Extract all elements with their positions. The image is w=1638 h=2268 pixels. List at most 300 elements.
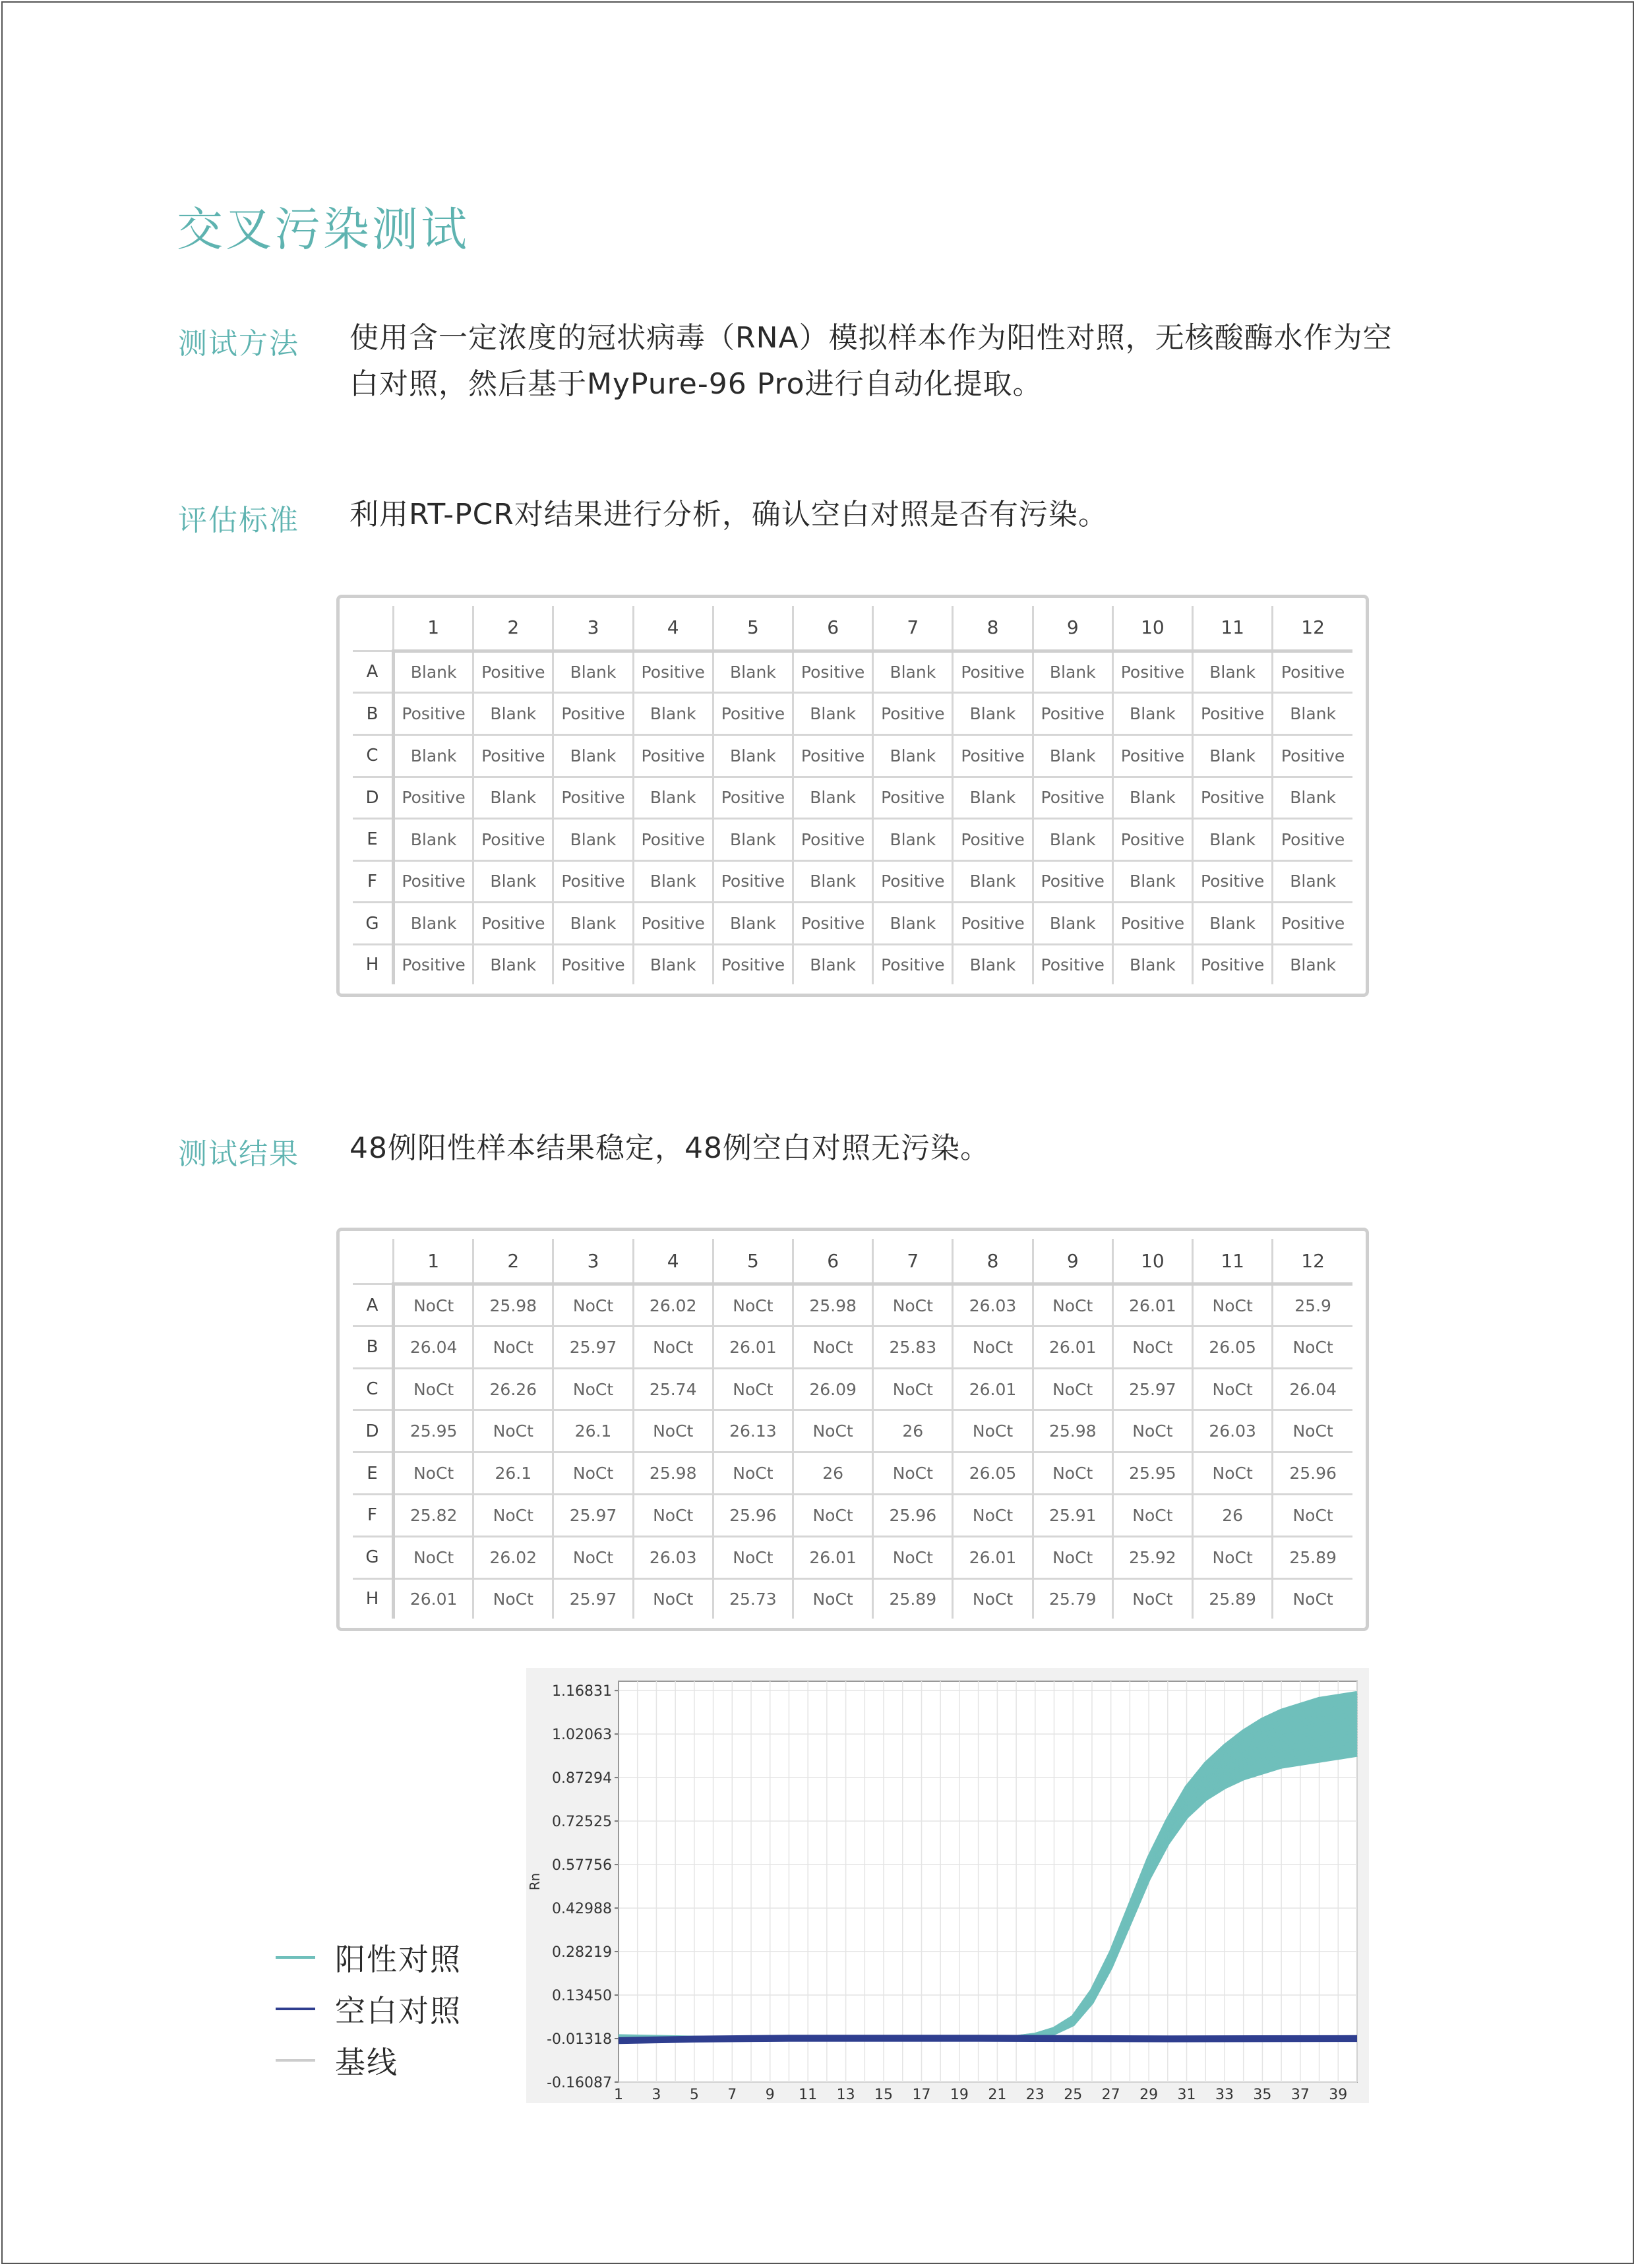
layout-col-header: 4 — [633, 606, 713, 651]
x-tick-label: 19 — [950, 2087, 969, 2103]
layout-cell: Positive — [1112, 651, 1192, 693]
layout-cell: Positive — [873, 777, 953, 819]
layout-row — [353, 777, 1352, 819]
layout-cell: Blank — [1112, 693, 1192, 735]
result-row-header: F — [353, 1495, 394, 1537]
layout-cell: Blank — [1033, 819, 1112, 861]
result-cell: NoCt — [793, 1410, 873, 1452]
result-cell: 26.01 — [1033, 1326, 1112, 1368]
x-tick-label: 37 — [1290, 2087, 1310, 2103]
result-cell: NoCt — [394, 1536, 473, 1578]
result-cell: 25.96 — [713, 1495, 793, 1537]
result-cell: 26 — [873, 1410, 953, 1452]
layout-cell: Blank — [473, 860, 553, 903]
x-tick-label: 5 — [689, 2087, 699, 2103]
result-row-header: G — [353, 1536, 394, 1578]
result-cell: 26.26 — [473, 1368, 553, 1410]
layout-cell: Blank — [953, 777, 1033, 819]
result-cell: NoCt — [713, 1536, 793, 1578]
layout-cell: Positive — [1033, 944, 1112, 984]
layout-cell: Blank — [713, 819, 793, 861]
x-tick-label: 1 — [614, 2087, 623, 2103]
results-label: 测试结果 — [178, 1137, 299, 1171]
result-row — [353, 1495, 1352, 1537]
result-cell: 25.96 — [873, 1495, 953, 1537]
result-cell: 26.03 — [633, 1536, 713, 1578]
layout-cell: Positive — [873, 860, 953, 903]
result-col-header: 8 — [953, 1239, 1033, 1284]
x-tick-label: 17 — [912, 2087, 931, 2103]
result-row — [353, 1452, 1352, 1495]
criteria-label: 评估标准 — [178, 504, 299, 537]
layout-cell: Positive — [1033, 860, 1112, 903]
layout-cell: Blank — [473, 777, 553, 819]
x-tick-label: 23 — [1025, 2087, 1045, 2103]
layout-cell: Positive — [633, 819, 713, 861]
result-row — [353, 1578, 1352, 1619]
layout-row-header: D — [353, 777, 394, 819]
result-cell: NoCt — [793, 1495, 873, 1537]
x-tick-label: 11 — [799, 2087, 818, 2103]
x-tick-label: 31 — [1177, 2087, 1196, 2103]
result-cell: 25.89 — [1273, 1536, 1352, 1578]
y-tick-label: -0.16087 — [547, 2075, 612, 2091]
layout-row-header: C — [353, 735, 394, 777]
layout-cell: Positive — [713, 860, 793, 903]
layout-cell: Blank — [873, 651, 953, 693]
layout-cell: Blank — [553, 903, 633, 945]
layout-cell: Positive — [394, 777, 473, 819]
layout-cell: Positive — [553, 777, 633, 819]
result-cell: NoCt — [713, 1452, 793, 1495]
layout-cell: Blank — [473, 693, 553, 735]
legend-label-blank: 空白对照 — [335, 1993, 462, 2029]
y-tick-label: -0.01318 — [547, 2031, 612, 2048]
result-cell: NoCt — [713, 1368, 793, 1410]
layout-cell: Blank — [1112, 777, 1192, 819]
layout-cell: Blank — [394, 735, 473, 777]
criteria-text: 利用RT-PCR对结果进行分析，确认空白对照是否有污染。 — [349, 498, 1108, 531]
layout-col-header: 1 — [394, 606, 473, 651]
layout-cell: Positive — [873, 693, 953, 735]
layout-cell: Positive — [1273, 819, 1352, 861]
layout-cell: Positive — [1193, 860, 1273, 903]
result-cell: NoCt — [953, 1495, 1033, 1537]
result-cell: NoCt — [394, 1368, 473, 1410]
x-tick-label: 27 — [1101, 2087, 1120, 2103]
result-col-header: 9 — [1033, 1239, 1112, 1284]
x-tick-label: 33 — [1215, 2087, 1234, 2103]
result-cell: NoCt — [873, 1368, 953, 1410]
result-cell: 25.97 — [553, 1578, 633, 1619]
layout-col-header: 6 — [793, 606, 873, 651]
result-cell: NoCt — [1193, 1284, 1273, 1327]
layout-cell: Blank — [713, 651, 793, 693]
result-cell: NoCt — [873, 1536, 953, 1578]
layout-col-header: 12 — [1273, 606, 1352, 651]
result-cell: NoCt — [553, 1536, 633, 1578]
layout-col-header: 11 — [1193, 606, 1273, 651]
result-row — [353, 1536, 1352, 1578]
layout-cell: Positive — [633, 651, 713, 693]
layout-cell: Positive — [1193, 777, 1273, 819]
result-cell: NoCt — [553, 1368, 633, 1410]
layout-cell: Blank — [1193, 735, 1273, 777]
layout-col-header: 9 — [1033, 606, 1112, 651]
layout-row — [353, 735, 1352, 777]
layout-cell: Positive — [793, 903, 873, 945]
layout-cell: Blank — [873, 903, 953, 945]
layout-cell: Blank — [793, 944, 873, 984]
result-cell: 25.97 — [553, 1495, 633, 1537]
result-col-header: 12 — [1273, 1239, 1352, 1284]
layout-cell: Blank — [1033, 651, 1112, 693]
result-cell: 26.01 — [394, 1578, 473, 1619]
y-tick-label: 0.57756 — [552, 1857, 612, 1874]
y-axis-label: Rn — [527, 1872, 543, 1891]
layout-cell: Positive — [713, 693, 793, 735]
result-row — [353, 1410, 1352, 1452]
result-col-header: 10 — [1112, 1239, 1192, 1284]
result-cell: NoCt — [1112, 1410, 1192, 1452]
layout-cell: Positive — [473, 903, 553, 945]
result-cell: 25.9 — [1273, 1284, 1352, 1327]
result-cell: 25.95 — [394, 1410, 473, 1452]
result-cell: 25.96 — [1273, 1452, 1352, 1495]
layout-cell: Positive — [793, 819, 873, 861]
result-cell: NoCt — [793, 1326, 873, 1368]
result-row — [353, 1368, 1352, 1410]
layout-cell: Positive — [473, 819, 553, 861]
layout-cell: Blank — [953, 860, 1033, 903]
result-cell: 26.01 — [953, 1536, 1033, 1578]
chart-legend — [276, 1932, 462, 2086]
result-cell: NoCt — [633, 1578, 713, 1619]
result-cell: NoCt — [713, 1284, 793, 1327]
legend-item-positive — [276, 1932, 462, 1983]
layout-cell: Blank — [793, 693, 873, 735]
result-cell: 26.05 — [953, 1452, 1033, 1495]
result-cell: NoCt — [553, 1452, 633, 1495]
layout-cell: Blank — [633, 860, 713, 903]
amplification-chart-svg — [526, 1668, 1369, 2103]
result-cell: 26.03 — [953, 1284, 1033, 1327]
plate-layout-grid — [353, 606, 1352, 984]
layout-cell: Blank — [1193, 903, 1273, 945]
layout-cell: Positive — [873, 944, 953, 984]
result-cell: 25.91 — [1033, 1495, 1112, 1537]
layout-cell: Positive — [793, 735, 873, 777]
result-col-header: 5 — [713, 1239, 793, 1284]
layout-cell: Positive — [1193, 944, 1273, 984]
y-tick-label: 0.13450 — [552, 1988, 612, 2005]
result-row-header: B — [353, 1326, 394, 1368]
layout-cell: Blank — [953, 944, 1033, 984]
layout-cell: Positive — [394, 693, 473, 735]
results-text: 48例阳性样本结果稳定，48例空白对照无污染。 — [349, 1131, 990, 1165]
method-text-line1: 使用含一定浓度的冠状病毒（RNA）模拟样本作为阳性对照，无核酸酶水作为空 — [349, 321, 1393, 355]
result-cell: NoCt — [1112, 1326, 1192, 1368]
result-corner — [353, 1239, 394, 1284]
result-col-header: 1 — [394, 1239, 473, 1284]
amplification-chart — [526, 1668, 1369, 2103]
y-tick-label: 0.28219 — [552, 1944, 612, 1961]
result-cell: 26.01 — [1112, 1284, 1192, 1327]
y-tick-label: 0.42988 — [552, 1901, 612, 1918]
result-cell: 26 — [1193, 1495, 1273, 1537]
layout-cell: Blank — [793, 860, 873, 903]
result-cell: NoCt — [953, 1578, 1033, 1619]
x-tick-label: 21 — [988, 2087, 1007, 2103]
layout-cell: Blank — [473, 944, 553, 984]
result-cell: 26.1 — [553, 1410, 633, 1452]
result-cell: NoCt — [1273, 1495, 1352, 1537]
layout-cell: Positive — [473, 651, 553, 693]
result-cell: NoCt — [633, 1495, 713, 1537]
result-cell: 25.73 — [713, 1578, 793, 1619]
layout-cell: Blank — [713, 903, 793, 945]
layout-col-header: 7 — [873, 606, 953, 651]
plate-results-table — [336, 1228, 1369, 1631]
result-col-header: 6 — [793, 1239, 873, 1284]
result-col-header: 2 — [473, 1239, 553, 1284]
result-cell: NoCt — [394, 1284, 473, 1327]
result-col-header: 3 — [553, 1239, 633, 1284]
layout-cell: Positive — [953, 735, 1033, 777]
result-row — [353, 1326, 1352, 1368]
result-cell: 26 — [793, 1452, 873, 1495]
layout-cell: Positive — [713, 944, 793, 984]
legend-line-positive — [276, 1956, 315, 1959]
result-cell: NoCt — [1112, 1578, 1192, 1619]
result-cell: NoCt — [1273, 1578, 1352, 1619]
layout-cell: Blank — [633, 693, 713, 735]
layout-cell: Blank — [553, 651, 633, 693]
layout-row-header: E — [353, 819, 394, 861]
result-cell: NoCt — [1193, 1536, 1273, 1578]
y-tick-label: 0.72525 — [552, 1814, 612, 1831]
result-col-header: 7 — [873, 1239, 953, 1284]
result-cell: NoCt — [473, 1410, 553, 1452]
result-row-header: D — [353, 1410, 394, 1452]
x-tick-label: 29 — [1139, 2087, 1159, 2103]
result-cell: 26.01 — [953, 1368, 1033, 1410]
layout-cell: Positive — [1033, 693, 1112, 735]
layout-cell: Blank — [1112, 944, 1192, 984]
result-cell: 26.13 — [713, 1410, 793, 1452]
plate-results-grid — [353, 1239, 1352, 1619]
layout-cell: Blank — [633, 944, 713, 984]
layout-cell: Blank — [1273, 944, 1352, 984]
result-cell: 25.79 — [1033, 1578, 1112, 1619]
layout-cell: Blank — [713, 735, 793, 777]
layout-row-header: A — [353, 651, 394, 693]
layout-cell: Blank — [1273, 860, 1352, 903]
layout-cell: Positive — [1273, 903, 1352, 945]
result-cell: NoCt — [873, 1284, 953, 1327]
layout-cell: Blank — [394, 819, 473, 861]
layout-cell: Positive — [553, 693, 633, 735]
result-cell: NoCt — [1112, 1495, 1192, 1537]
layout-col-header: 8 — [953, 606, 1033, 651]
layout-cell: Blank — [953, 693, 1033, 735]
layout-cell: Blank — [1112, 860, 1192, 903]
result-cell: NoCt — [553, 1284, 633, 1327]
result-cell: NoCt — [473, 1495, 553, 1537]
layout-col-header: 10 — [1112, 606, 1192, 651]
x-tick-label: 3 — [652, 2087, 661, 2103]
layout-cell: Positive — [633, 903, 713, 945]
layout-cell: Positive — [553, 860, 633, 903]
layout-cell: Blank — [394, 903, 473, 945]
layout-cell: Positive — [394, 944, 473, 984]
layout-cell: Positive — [793, 651, 873, 693]
layout-row — [353, 819, 1352, 861]
result-cell: 26.05 — [1193, 1326, 1273, 1368]
layout-col-header: 3 — [553, 606, 633, 651]
result-cell: NoCt — [394, 1452, 473, 1495]
legend-line-baseline — [276, 2059, 315, 2062]
method-label: 测试方法 — [178, 327, 299, 361]
result-cell: 26.04 — [394, 1326, 473, 1368]
layout-cell: Blank — [1273, 777, 1352, 819]
legend-label-baseline: 基线 — [335, 2044, 398, 2080]
result-cell: NoCt — [793, 1578, 873, 1619]
layout-cell: Positive — [633, 735, 713, 777]
layout-cell: Blank — [553, 735, 633, 777]
result-row — [353, 1284, 1352, 1327]
result-cell: NoCt — [1273, 1410, 1352, 1452]
legend-item-baseline — [276, 2035, 462, 2086]
result-cell: 25.98 — [1033, 1410, 1112, 1452]
layout-row — [353, 903, 1352, 945]
layout-col-header: 5 — [713, 606, 793, 651]
result-cell: NoCt — [1033, 1536, 1112, 1578]
layout-cell: Positive — [953, 819, 1033, 861]
result-cell: 26.04 — [1273, 1368, 1352, 1410]
y-tick-label: 0.87294 — [552, 1770, 612, 1787]
method-text — [349, 315, 1393, 407]
layout-row — [353, 944, 1352, 984]
result-cell: NoCt — [953, 1326, 1033, 1368]
layout-row — [353, 693, 1352, 735]
result-cell: NoCt — [873, 1452, 953, 1495]
layout-cell: Positive — [553, 944, 633, 984]
layout-col-header: 2 — [473, 606, 553, 651]
result-cell: 25.74 — [633, 1368, 713, 1410]
layout-cell: Positive — [1273, 735, 1352, 777]
layout-row — [353, 651, 1352, 693]
layout-cell: Positive — [1273, 651, 1352, 693]
result-cell: 25.97 — [1112, 1368, 1192, 1410]
y-tick-label: 1.16831 — [552, 1683, 612, 1700]
result-row-header: C — [353, 1368, 394, 1410]
result-cell: 25.98 — [473, 1284, 553, 1327]
layout-cell: Positive — [713, 777, 793, 819]
result-cell: 25.89 — [1193, 1578, 1273, 1619]
result-cell: NoCt — [633, 1326, 713, 1368]
result-cell: 25.92 — [1112, 1536, 1192, 1578]
result-cell: 26.01 — [793, 1536, 873, 1578]
layout-row — [353, 860, 1352, 903]
result-cell: 25.98 — [633, 1452, 713, 1495]
result-cell: NoCt — [1033, 1368, 1112, 1410]
layout-cell: Positive — [1112, 819, 1192, 861]
result-cell: 25.95 — [1112, 1452, 1192, 1495]
x-tick-label: 25 — [1064, 2087, 1083, 2103]
plate-layout-table — [336, 595, 1369, 997]
layout-cell: Positive — [1112, 735, 1192, 777]
x-tick-label: 35 — [1253, 2087, 1272, 2103]
layout-cell: Blank — [553, 819, 633, 861]
layout-cell: Blank — [633, 777, 713, 819]
x-tick-label: 7 — [727, 2087, 737, 2103]
legend-label-positive: 阳性对照 — [335, 1942, 462, 1977]
layout-cell: Positive — [394, 860, 473, 903]
layout-cell: Positive — [1033, 777, 1112, 819]
result-cell: 25.89 — [873, 1578, 953, 1619]
result-row-header: A — [353, 1284, 394, 1327]
layout-cell: Positive — [1193, 693, 1273, 735]
result-cell: NoCt — [1193, 1368, 1273, 1410]
layout-cell: Blank — [1193, 651, 1273, 693]
layout-cell: Blank — [394, 651, 473, 693]
layout-cell: Blank — [1273, 693, 1352, 735]
x-tick-label: 39 — [1329, 2087, 1348, 2103]
layout-cell: Blank — [1033, 735, 1112, 777]
result-cell: 25.82 — [394, 1495, 473, 1537]
page-title: 交叉污染测试 — [177, 202, 470, 256]
result-cell: NoCt — [473, 1326, 553, 1368]
layout-cell: Blank — [1033, 903, 1112, 945]
result-cell: 26.1 — [473, 1452, 553, 1495]
result-cell: 26.02 — [633, 1284, 713, 1327]
result-row-header: E — [353, 1452, 394, 1495]
layout-row-header: F — [353, 860, 394, 903]
layout-cell: Positive — [953, 903, 1033, 945]
result-cell: NoCt — [473, 1578, 553, 1619]
layout-cell: Blank — [793, 777, 873, 819]
result-row-header: H — [353, 1578, 394, 1619]
result-cell: NoCt — [1033, 1452, 1112, 1495]
legend-item-blank — [276, 1983, 462, 2035]
result-cell: NoCt — [1033, 1284, 1112, 1327]
layout-cell: Blank — [873, 735, 953, 777]
result-cell: 25.98 — [793, 1284, 873, 1327]
result-cell: NoCt — [633, 1410, 713, 1452]
result-cell: 26.02 — [473, 1536, 553, 1578]
layout-cell: Positive — [953, 651, 1033, 693]
result-cell: 25.83 — [873, 1326, 953, 1368]
result-cell: NoCt — [953, 1410, 1033, 1452]
layout-cell: Blank — [1193, 819, 1273, 861]
x-tick-label: 13 — [836, 2087, 855, 2103]
result-col-header: 11 — [1193, 1239, 1273, 1284]
layout-corner — [353, 606, 394, 651]
x-tick-label: 15 — [874, 2087, 894, 2103]
result-cell: NoCt — [1273, 1326, 1352, 1368]
y-tick-label: 1.02063 — [552, 1727, 612, 1744]
layout-row-header: G — [353, 903, 394, 945]
method-text-line2: 白对照，然后基于MyPure-96 Pro进行自动化提取。 — [349, 367, 1043, 401]
layout-cell: Positive — [1112, 903, 1192, 945]
result-cell: 25.97 — [553, 1326, 633, 1368]
x-tick-label: 9 — [765, 2087, 775, 2103]
layout-cell: Blank — [873, 819, 953, 861]
legend-line-blank — [276, 2008, 315, 2010]
result-cell: NoCt — [1193, 1452, 1273, 1495]
layout-row-header: B — [353, 693, 394, 735]
